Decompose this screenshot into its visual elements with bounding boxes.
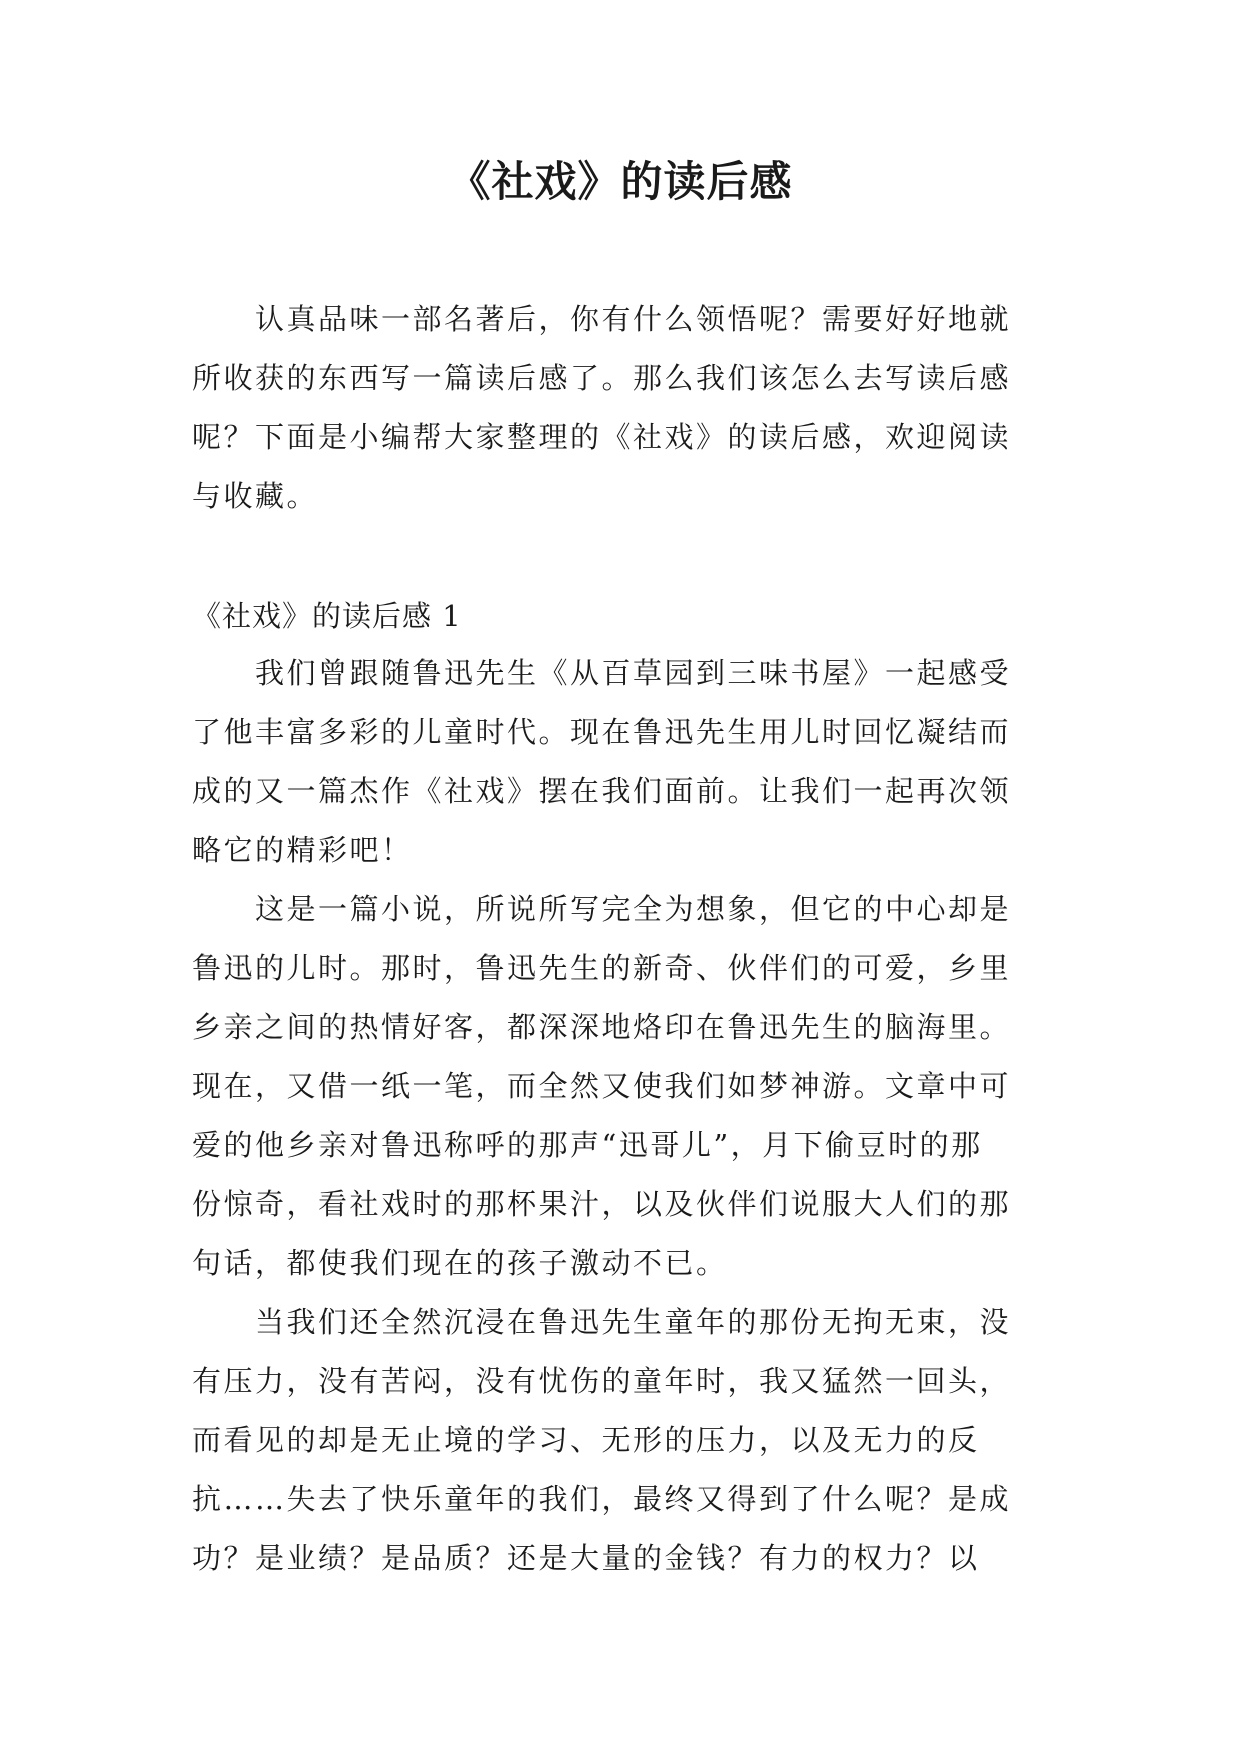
text-line: 与收藏。 [192, 479, 319, 513]
text-line: 爱的他乡亲对鲁迅称呼的那声“迅哥儿”，月下偷豆时的那 [192, 1128, 983, 1162]
intro-paragraph [192, 290, 1054, 526]
text-line: 有压力，没有苦闷，没有忧伤的童年时，我又猛然一回头， [192, 1364, 1012, 1398]
text-line: 成的又一篇杰作《社戏》摆在我们面前。让我们一起再次领 [192, 774, 1012, 808]
text-line: 略它的精彩吧！ [192, 833, 413, 867]
text-line: 而看见的却是无止境的学习、无形的压力，以及无力的反 [192, 1423, 980, 1457]
text-line: 功？是业绩？是品质？还是大量的金钱？有力的权力？以 [192, 1541, 980, 1575]
text-line: 所收获的东西写一篇读后感了。那么我们该怎么去写读后感 [192, 361, 1012, 395]
text-line: 这是一篇小说，所说所写完全为想象，但它的中心却是 [192, 892, 1012, 926]
text-line: 呢？下面是小编帮大家整理的《社戏》的读后感，欢迎阅读 [192, 420, 1012, 454]
text-line: 抗……失去了快乐童年的我们，最终又得到了什么呢？是成 [192, 1482, 1012, 1516]
text-line: 我们曾跟随鲁迅先生《从百草园到三味书屋》一起感受 [192, 656, 1012, 690]
section-1 [192, 588, 1054, 1588]
text-line: 现在，又借一纸一笔，而全然又使我们如梦神游。文章中可 [192, 1069, 1012, 1103]
document-title: 《社戏》的读后感 [448, 157, 793, 206]
text-line: 认真品味一部名著后，你有什么领悟呢？需要好好地就 [192, 302, 1012, 336]
text-line: 乡亲之间的热情好客，都深深地烙印在鲁迅先生的脑海里。 [192, 1010, 1012, 1044]
text-line: 份惊奇，看社戏时的那杯果汁，以及伙伴们说服大人们的那 [192, 1187, 1012, 1221]
text-line: 当我们还全然沉浸在鲁迅先生童年的那份无拘无束，没 [192, 1305, 1012, 1339]
section-heading: 《社戏》的读后感 1 [192, 599, 462, 633]
text-line: 句话，都使我们现在的孩子激动不已。 [192, 1246, 728, 1280]
text-line: 了他丰富多彩的儿童时代。现在鲁迅先生用儿时回忆凝结而 [192, 715, 1012, 749]
text-line: 鲁迅的儿时。那时，鲁迅先生的新奇、伙伴们的可爱，乡里 [192, 951, 1012, 985]
